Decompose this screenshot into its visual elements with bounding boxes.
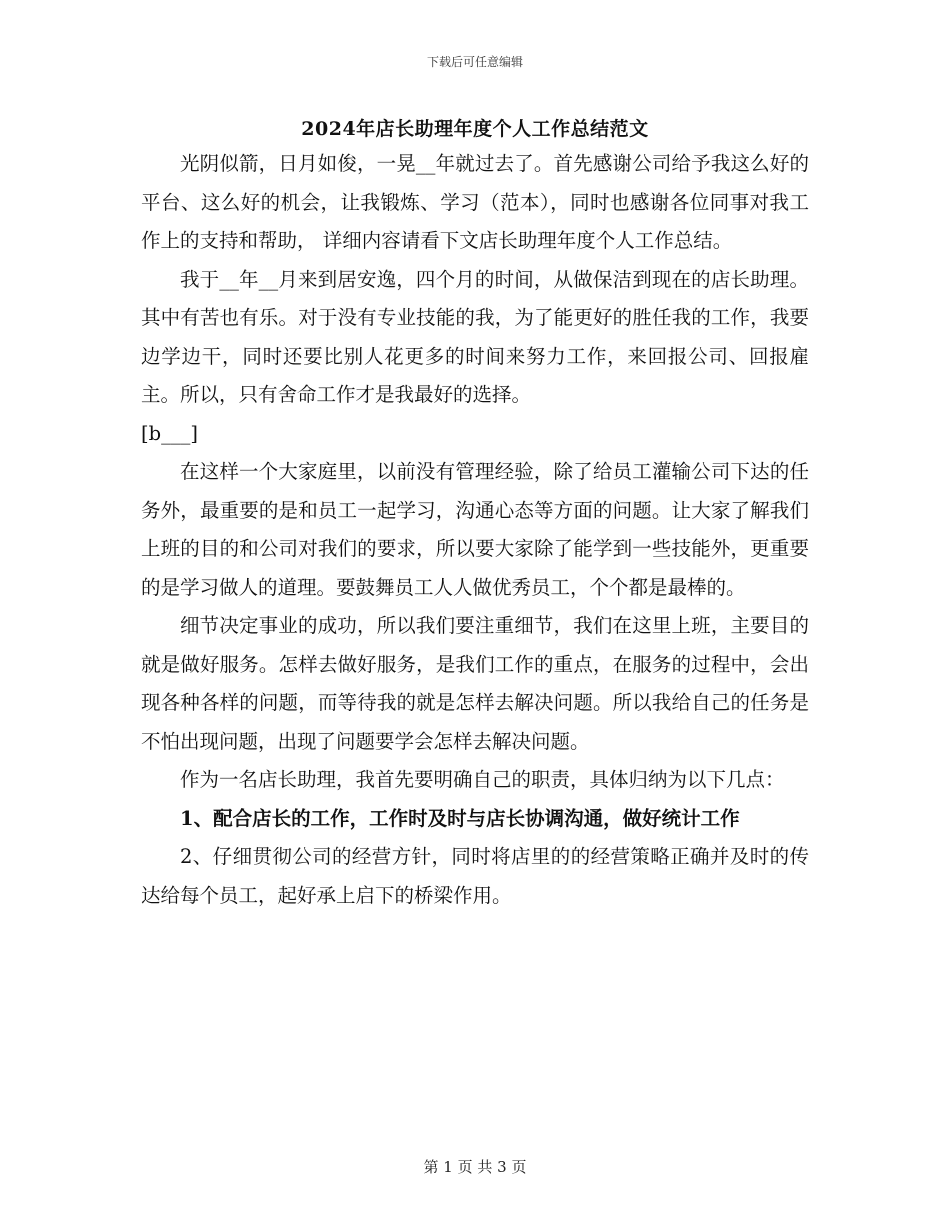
paragraph-details: 细节决定事业的成功，所以我们要注重细节，我们在这里上班，主要目的就是做好服务。怎样去做好服务，是我们工作的重点，在服务的过程中，会出现各种各样的问题，而等待我的就是怎样去解决问题。所以我给自己的任务是不怕出现问题，出现了问题要学会怎样去解决问题。: [141, 614, 809, 753]
duty-item-1: 1、配合店长的工作，工作时及时与店长协调沟通，做好统计工作: [180, 806, 740, 830]
paragraph-duties-intro: 作为一名店长助理，我首先要明确自己的职责，具体归纳为以下几点：: [180, 768, 785, 791]
document-title: 2024年店长助理年度个人工作总结范文: [301, 118, 649, 140]
paragraph-placeholder-mark: [b___]: [141, 421, 198, 445]
page-header-note: 下载后可任意编辑: [426, 55, 523, 69]
document-body: [141, 145, 809, 915]
paragraph-intro: 光阴似箭，日月如俊，一晃__年就过去了。首先感谢公司给予我这么好的平台、这么好的机会，让我锻炼、学习（范本），同时也感谢各位同事对我工作上的支持和帮助， 详细内容请看下文店长助理年度个人工作总结。: [141, 152, 809, 252]
duty-item-2: 2、仔细贯彻公司的经营方针，同时将店里的的经营策略正确并及时的传达给每个员工，起好承上启下的桥梁作用。: [141, 845, 809, 907]
paragraph-arrival: 我于__年__月来到居安逸，四个月的时间，从做保洁到现在的店长助理。其中有苦也有乐。对于没有专业技能的我，为了能更好的胜任我的工作，我要边学边干，同时还要比别人花更多的时间来努力工作，来回报公司、回报雇主。所以，只有舍命工作才是我最好的选择。: [141, 267, 809, 406]
page-number-footer: 第 1 页 共 3 页: [423, 1158, 527, 1176]
paragraph-team: 在这样一个大家庭里，以前没有管理经验，除了给员工灌输公司下达的任务外，最重要的是和员工一起学习，沟通心态等方面的问题。让大家了解我们上班的目的和公司对我们的要求，所以要大家除了能学到一些技能外，更重要的是学习做人的道理。要鼓舞员工人人做优秀员工，个个都是最棒的。: [141, 460, 809, 599]
